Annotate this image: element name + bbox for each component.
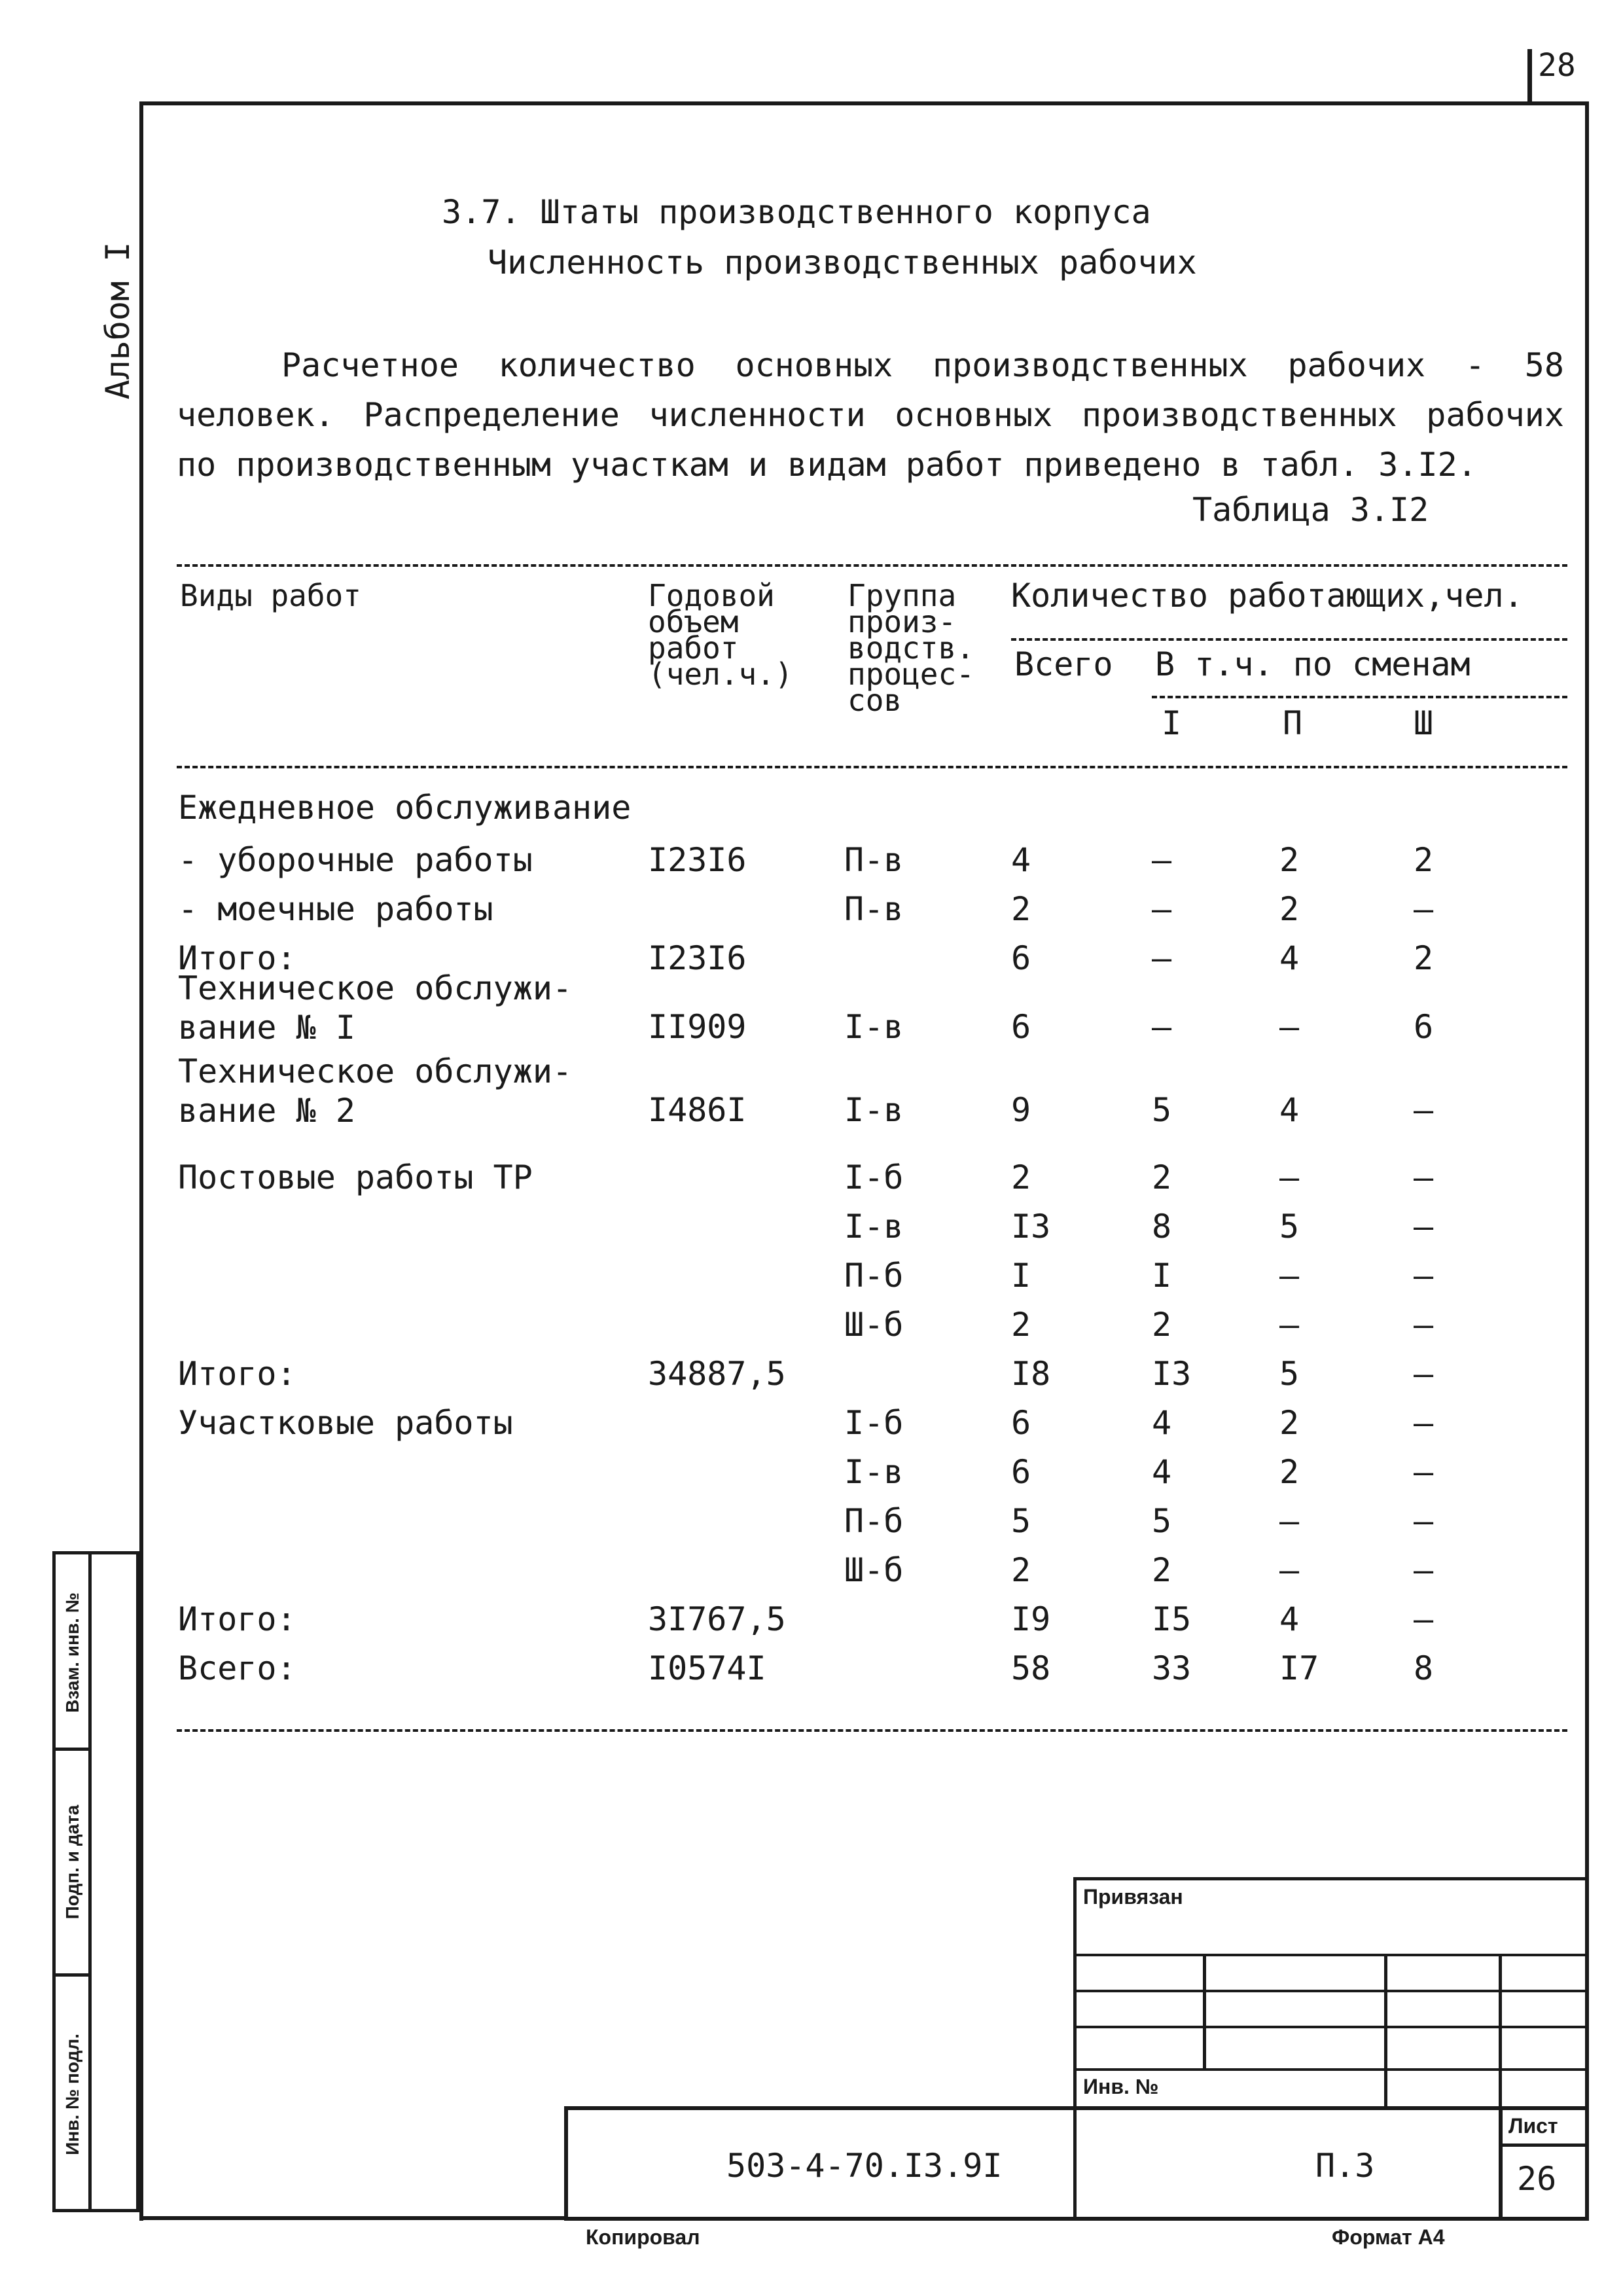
cell-s3: – <box>1414 1355 1434 1393</box>
cell-s1: I <box>1152 1257 1172 1295</box>
cell-s1: – <box>1152 890 1172 928</box>
cell-name: Ежедневное обслуживание <box>178 789 632 827</box>
cell-group: I-б <box>844 1158 904 1196</box>
doc-code: 503-4-70.I3.9I <box>726 2147 1003 2185</box>
cell-group: П-б <box>844 1257 904 1295</box>
sheet-divider <box>1499 2144 1589 2147</box>
cell-s3: – <box>1414 1306 1434 1344</box>
cell-total: I9 <box>1011 1600 1051 1638</box>
cell-s1: I5 <box>1152 1600 1192 1638</box>
cell-s3: 8 <box>1414 1649 1434 1687</box>
table-row <box>0 789 1623 828</box>
cell-total: I <box>1011 1257 1031 1295</box>
cell-s3: 6 <box>1414 1008 1434 1046</box>
cell-s1: 4 <box>1152 1404 1172 1442</box>
header-shift-3: Ш <box>1414 704 1434 742</box>
cell-s1: – <box>1152 841 1172 879</box>
header-rule <box>1011 638 1567 641</box>
cell-s2: 2 <box>1279 890 1300 928</box>
cell-s2: – <box>1279 1502 1300 1540</box>
title-block-col <box>1203 1954 1206 2070</box>
album-label: Альбом I <box>99 242 137 400</box>
cell-s2: – <box>1279 1158 1300 1196</box>
cell-s2: 2 <box>1279 1404 1300 1442</box>
cell-s1: 2 <box>1152 1551 1172 1589</box>
cell-s1: – <box>1152 939 1172 977</box>
cell-s1: – <box>1152 1008 1172 1046</box>
table-bottom-rule <box>177 1729 1567 1732</box>
cell-total: 58 <box>1011 1649 1051 1687</box>
cell-s2: 4 <box>1279 939 1300 977</box>
table-row <box>0 841 1623 880</box>
table-row <box>0 1649 1623 1689</box>
cell-s3: 2 <box>1414 841 1434 879</box>
cell-group: П-в <box>844 890 904 928</box>
format-label: Формат А4 <box>1332 2225 1445 2249</box>
cell-s2: 5 <box>1279 1208 1300 1246</box>
sheet-divider <box>1499 2106 1503 2221</box>
cell-name: Техническое обслужи- вание № 2 <box>178 1052 573 1130</box>
cell-total: 6 <box>1011 1008 1031 1046</box>
table-row <box>0 969 1623 1047</box>
header-annual-volume: Годовой объем работ (чел.ч.) <box>648 578 793 692</box>
cell-total: 2 <box>1011 1158 1031 1196</box>
cell-total: 6 <box>1011 1453 1031 1491</box>
table-row <box>0 1453 1623 1492</box>
title-block-lower <box>564 2106 1589 2221</box>
table-row <box>0 1551 1623 1590</box>
table-row <box>0 1306 1623 1345</box>
table-row <box>0 1502 1623 1541</box>
table-row <box>0 1355 1623 1394</box>
sheet-number: 26 <box>1517 2160 1557 2198</box>
cell-volume: 3I767,5 <box>648 1600 786 1638</box>
stamp-divider <box>56 1973 92 1977</box>
cell-name: - моечные работы <box>178 890 493 928</box>
cell-name: Постовые работы ТР <box>178 1158 533 1196</box>
header-work-type: Виды работ <box>180 578 361 613</box>
header-rule <box>1152 696 1567 698</box>
cell-s3: – <box>1414 1600 1434 1638</box>
table-row <box>0 1257 1623 1296</box>
cell-name: - уборочные работы <box>178 841 533 879</box>
inv-no-label: Инв. № <box>1083 2075 1159 2098</box>
cell-s3: – <box>1414 1208 1434 1246</box>
attached-label: Привязан <box>1083 1885 1183 1909</box>
cell-group: I-в <box>844 1453 904 1491</box>
stamp-replace-inv: Взам. инв. № <box>62 1592 82 1713</box>
title-block-rule <box>1073 2068 1589 2071</box>
section-code: П.3 <box>1315 2147 1375 2185</box>
section-subheading: Численность производственных рабочих <box>488 243 1197 281</box>
stamp-divider <box>56 1748 92 1751</box>
table-top-rule <box>177 564 1567 567</box>
table-row <box>0 1600 1623 1640</box>
header-shift-2: П <box>1283 704 1303 742</box>
table-row <box>0 890 1623 929</box>
table-row <box>0 1208 1623 1247</box>
cell-total: 6 <box>1011 939 1031 977</box>
cell-group: Ш-б <box>844 1551 904 1589</box>
cell-group: I-в <box>844 1208 904 1246</box>
table-caption: Таблица 3.I2 <box>1192 491 1429 529</box>
title-block-rule <box>1073 1954 1589 1956</box>
sheet-label: Лист <box>1508 2114 1558 2138</box>
cell-s1: I3 <box>1152 1355 1192 1393</box>
cell-s2: 2 <box>1279 1453 1300 1491</box>
cell-s2: 5 <box>1279 1355 1300 1393</box>
cell-volume: I23I6 <box>648 841 747 879</box>
cell-s3: – <box>1414 1404 1434 1442</box>
page-frame-bottom <box>139 2216 565 2220</box>
cell-s2: – <box>1279 1306 1300 1344</box>
section-heading: 3.7. Штаты производственного корпуса <box>442 193 1151 231</box>
cell-s1: 2 <box>1152 1306 1172 1344</box>
cell-s1: 4 <box>1152 1453 1172 1491</box>
header-shift-1: I <box>1162 704 1182 742</box>
cell-total: 2 <box>1011 1306 1031 1344</box>
table-row <box>0 1052 1623 1130</box>
cell-s2: I7 <box>1279 1649 1319 1687</box>
cell-name: Всего: <box>178 1649 296 1687</box>
header-process-group: Группа произ- водств. процес- сов <box>847 578 974 718</box>
stamp-inv-orig: Инв. № подл. <box>62 2034 82 2155</box>
cell-group: I-в <box>844 1008 904 1046</box>
cell-volume: I0574I <box>648 1649 766 1687</box>
cell-s1: 2 <box>1152 1158 1172 1196</box>
title-block-rule <box>1073 1990 1589 1992</box>
header-total: Всего <box>1014 645 1113 683</box>
table-row <box>0 1404 1623 1443</box>
cell-total: 2 <box>1011 1551 1031 1589</box>
cell-s1: 8 <box>1152 1208 1172 1246</box>
cell-name: Итого: <box>178 1600 296 1638</box>
cell-s2: 4 <box>1279 1600 1300 1638</box>
copied-label: Копировал <box>586 2225 700 2249</box>
header-by-shift: В т.ч. по сменам <box>1155 645 1471 683</box>
cell-s3: – <box>1414 890 1434 928</box>
cell-s1: 5 <box>1152 1502 1172 1540</box>
cell-s3: – <box>1414 1453 1434 1491</box>
cell-s2: 4 <box>1279 1091 1300 1129</box>
cell-s3: – <box>1414 1502 1434 1540</box>
table-row <box>0 1158 1623 1198</box>
cell-group: I-в <box>844 1091 904 1129</box>
cell-s2: – <box>1279 1257 1300 1295</box>
cell-s2: – <box>1279 1551 1300 1589</box>
stamp-sign-date: Подп. и дата <box>62 1804 82 1920</box>
cell-s3: – <box>1414 1158 1434 1196</box>
page-number-bar <box>1527 49 1532 105</box>
cell-group: П-в <box>844 841 904 879</box>
cell-total: 2 <box>1011 890 1031 928</box>
cell-total: I8 <box>1011 1355 1051 1393</box>
cell-s2: 2 <box>1279 841 1300 879</box>
cell-volume: I486I <box>648 1091 747 1129</box>
header-bottom-rule <box>177 766 1567 768</box>
cell-name: Итого: <box>178 939 296 977</box>
title-block-col <box>1384 1954 1387 2109</box>
cell-volume: II909 <box>648 1008 747 1046</box>
cell-volume: I23I6 <box>648 939 747 977</box>
cell-total: 5 <box>1011 1502 1031 1540</box>
cell-total: I3 <box>1011 1208 1051 1246</box>
header-workers: Количество работающих,чел. <box>1011 577 1524 615</box>
title-block-col <box>1499 1954 1502 2109</box>
cell-s1: 5 <box>1152 1091 1172 1129</box>
cell-total: 6 <box>1011 1404 1031 1442</box>
cell-s3: – <box>1414 1091 1434 1129</box>
cell-s3: – <box>1414 1551 1434 1589</box>
cell-volume: 34887,5 <box>648 1355 786 1393</box>
cell-group: I-б <box>844 1404 904 1442</box>
page-number: 28 <box>1538 47 1576 84</box>
cell-s3: 2 <box>1414 939 1434 977</box>
cell-s3: – <box>1414 1257 1434 1295</box>
cell-name: Итого: <box>178 1355 296 1393</box>
intro-paragraph: Расчетное количество основных производственных рабочих - 58 человек. Распределение численности основных производственных рабочих по производственным участкам и видам работ приведено в табл. 3.I2. <box>177 346 1564 484</box>
cell-group: Ш-б <box>844 1306 904 1344</box>
cell-name: Техническое обслужи- вание № I <box>178 969 573 1047</box>
title-block-rule <box>1073 2026 1589 2028</box>
cell-s1: 33 <box>1152 1649 1192 1687</box>
cell-s2: – <box>1279 1008 1300 1046</box>
cell-total: 9 <box>1011 1091 1031 1129</box>
cell-group: П-б <box>844 1502 904 1540</box>
cell-total: 4 <box>1011 841 1031 879</box>
cell-name: Участковые работы <box>178 1404 513 1442</box>
